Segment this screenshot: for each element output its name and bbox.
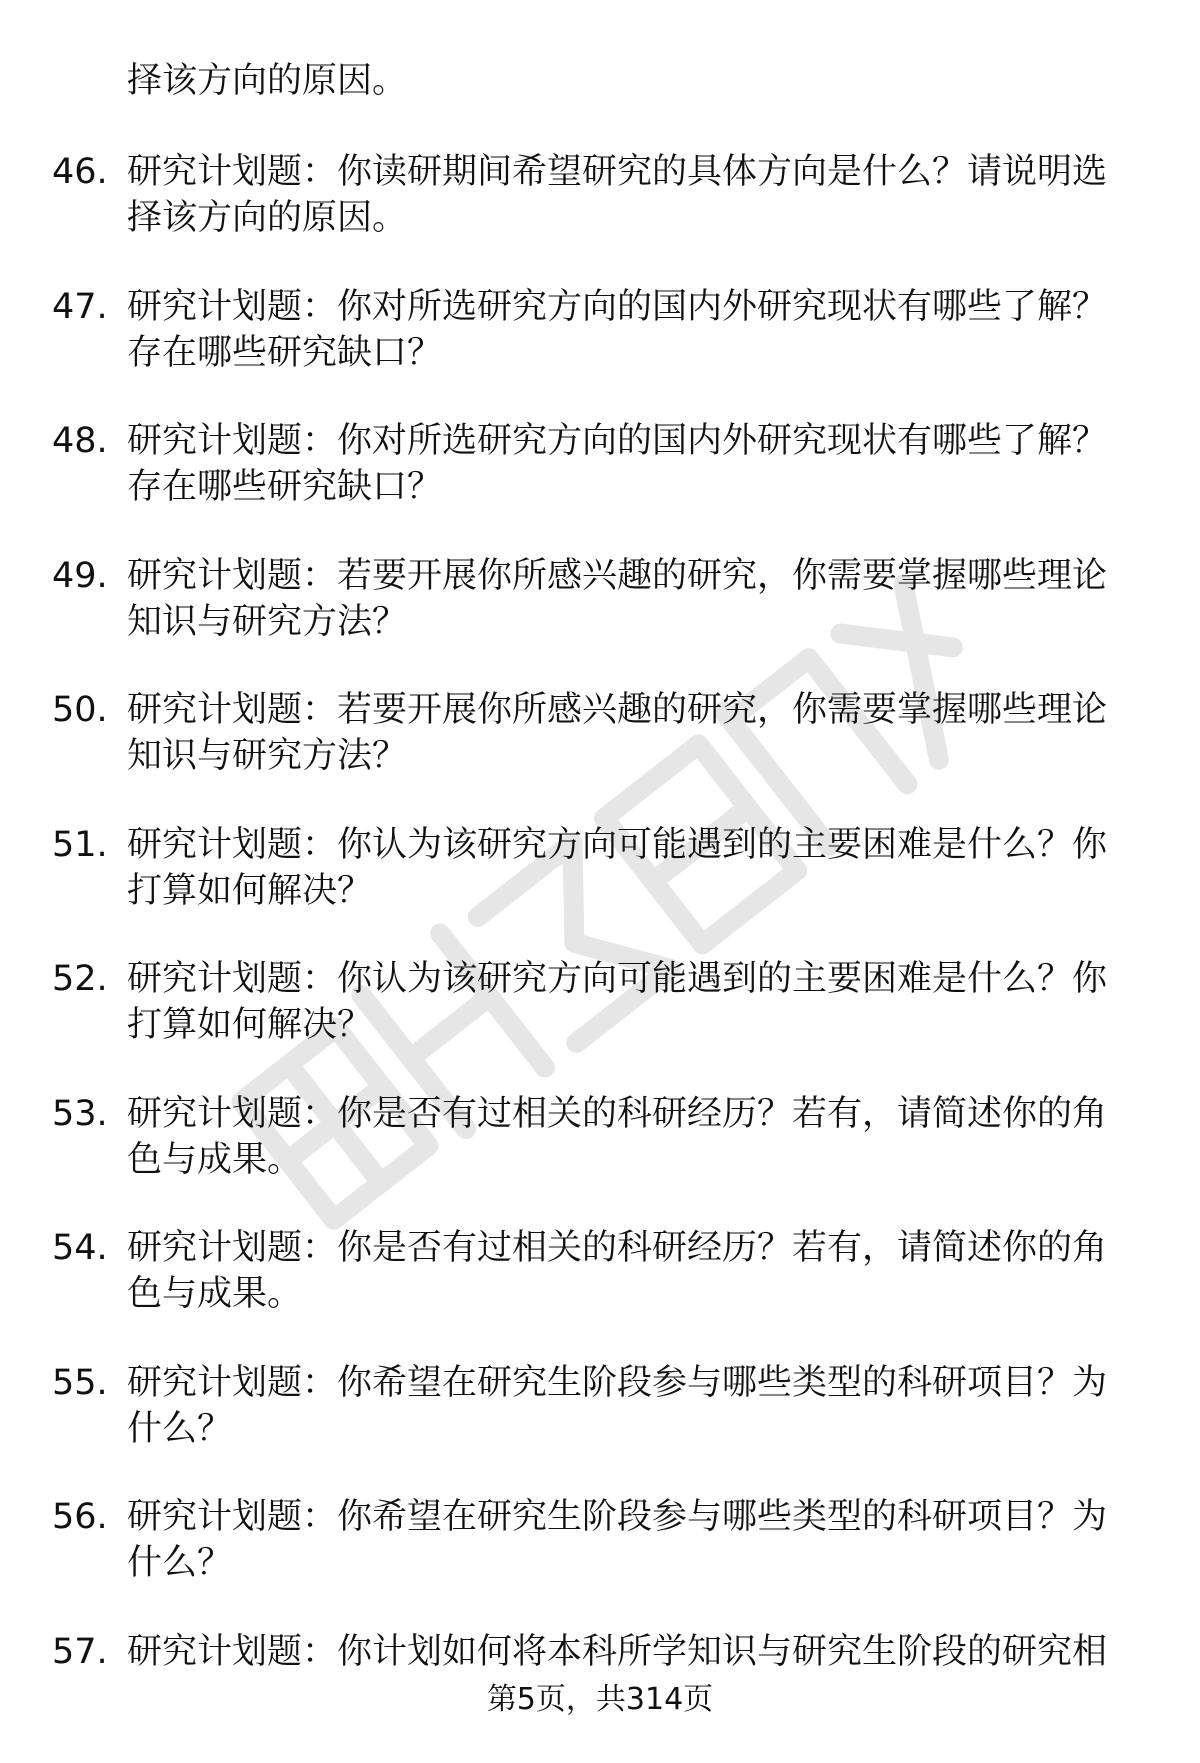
question-line: 研究计划题：你认为该研究方向可能遇到的主要困难是什么？你 — [127, 956, 1147, 1002]
list-item — [0, 284, 1200, 419]
question-text — [127, 1629, 1147, 1675]
list-item — [0, 822, 1200, 957]
list-item — [0, 149, 1200, 284]
question-number: 55. — [52, 1360, 122, 1406]
list-item — [0, 1225, 1200, 1360]
question-number: 53. — [52, 1091, 122, 1137]
question-number: 50. — [52, 687, 122, 733]
question-line: 色与成果。 — [127, 1137, 1147, 1183]
question-line: 打算如何解决？ — [127, 1002, 1147, 1048]
question-line: 什么？ — [127, 1540, 1147, 1586]
question-line: 择该方向的原因。 — [127, 195, 1147, 241]
question-number: 51. — [52, 822, 122, 868]
question-line: 知识与研究方法？ — [127, 733, 1147, 779]
question-text — [127, 553, 1147, 645]
question-number: 48. — [52, 418, 122, 464]
question-text — [127, 1360, 1147, 1452]
question-list — [0, 149, 1200, 1763]
question-line: 研究计划题：你对所选研究方向的国内外研究现状有哪些了解？ — [127, 418, 1147, 464]
question-line: 研究计划题：你是否有过相关的科研经历？若有，请简述你的角 — [127, 1091, 1147, 1137]
list-item — [0, 1091, 1200, 1226]
question-text — [127, 1494, 1147, 1586]
list-item — [0, 1360, 1200, 1495]
question-line: 知识与研究方法？ — [127, 599, 1147, 645]
question-line: 打算如何解决？ — [127, 868, 1147, 914]
list-item — [0, 956, 1200, 1091]
question-line: 研究计划题：你读研期间希望研究的具体方向是什么？请说明选 — [127, 149, 1147, 195]
question-line: 存在哪些研究缺口？ — [127, 464, 1147, 510]
question-text — [127, 149, 1147, 241]
question-line: 研究计划题：你计划如何将本科所学知识与研究生阶段的研究相 — [127, 1629, 1147, 1675]
question-number: 57. — [52, 1629, 122, 1675]
question-line: 什么？ — [127, 1406, 1147, 1452]
question-line: 色与成果。 — [127, 1271, 1147, 1317]
list-item — [0, 553, 1200, 688]
question-text — [127, 1225, 1147, 1317]
question-number: 47. — [52, 284, 122, 330]
list-item — [0, 418, 1200, 553]
list-item — [0, 1494, 1200, 1629]
question-number: 54. — [52, 1225, 122, 1271]
question-line: 研究计划题：你希望在研究生阶段参与哪些类型的科研项目？为 — [127, 1494, 1147, 1540]
question-text — [127, 418, 1147, 510]
question-line: 研究计划题：你认为该研究方向可能遇到的主要困难是什么？你 — [127, 822, 1147, 868]
question-text — [127, 1091, 1147, 1183]
question-text — [127, 822, 1147, 914]
list-item — [0, 687, 1200, 822]
question-text — [127, 687, 1147, 779]
question-text — [127, 956, 1147, 1048]
question-line: 研究计划题：你希望在研究生阶段参与哪些类型的科研项目？为 — [127, 1360, 1147, 1406]
question-number: 52. — [52, 956, 122, 1002]
question-text — [127, 284, 1147, 376]
question-number: 49. — [52, 553, 122, 599]
question-number: 46. — [52, 149, 122, 195]
page-number-footer: 第5页，共314页 — [0, 1680, 1200, 1720]
question-line: 研究计划题：若要开展你所感兴趣的研究，你需要掌握哪些理论 — [127, 687, 1147, 733]
question-line: 研究计划题：你是否有过相关的科研经历？若有，请简述你的角 — [127, 1225, 1147, 1271]
continuation-text: 择该方向的原因。 — [127, 58, 407, 104]
question-line: 研究计划题：若要开展你所感兴趣的研究，你需要掌握哪些理论 — [127, 553, 1147, 599]
question-line: 研究计划题：你对所选研究方向的国内外研究现状有哪些了解？ — [127, 284, 1147, 330]
question-number: 56. — [52, 1494, 122, 1540]
question-line: 存在哪些研究缺口？ — [127, 330, 1147, 376]
